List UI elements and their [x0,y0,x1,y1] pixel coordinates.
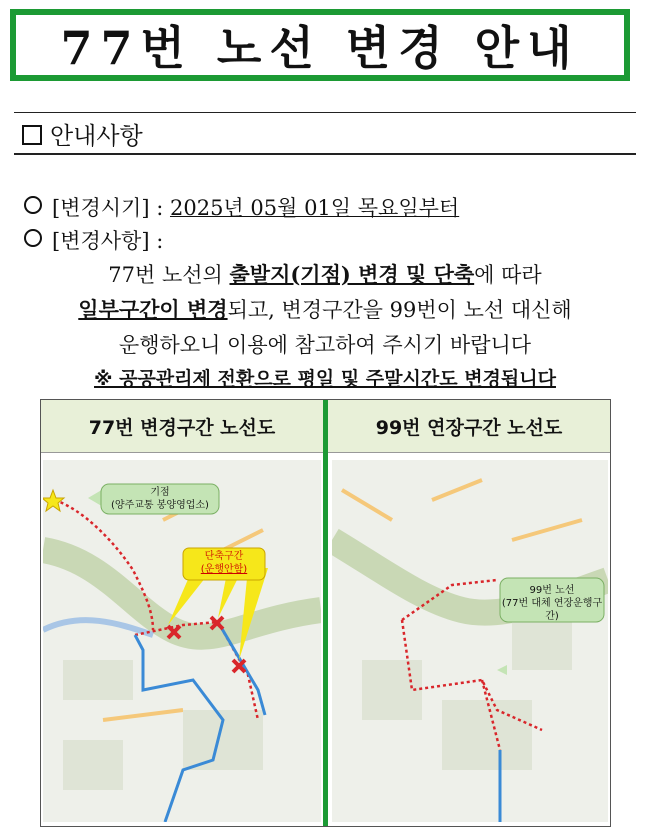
right-map-title: 99번 연장구간 노선도 [328,400,610,453]
extension-callout [500,584,604,623]
callout-text: 기점 [150,487,170,498]
body-emphasis: 출발지(기점) 변경 및 단축 [229,262,475,287]
map-divider [323,400,328,826]
notice-line [0,364,650,391]
callout-text: 99번 노선 [529,585,575,596]
body-text: 에 따라 [474,263,542,287]
shortened-section-callout [183,550,265,576]
body-text: 운행하오니 이용에 참고하여 주시기 바랍니다 [118,333,532,357]
body-line-1 [0,259,650,289]
body-text: 되고, 변경구간을 99번이 노선 대신해 [227,298,572,322]
change-detail-label: [변경사항] [52,229,150,253]
change-time-colon: : [156,196,164,220]
right-route-map [332,460,608,822]
page-title: 77번 노선 변경 안내 [60,21,580,75]
left-route-map [43,460,321,822]
section-rule-bottom [14,153,636,155]
change-detail-row [24,225,163,255]
left-map-title: 77번 변경구간 노선도 [41,400,323,453]
body-line-3 [0,329,650,359]
section-rule-top [14,112,636,113]
callout-text: (77번 대체 연장운행구간) [501,598,603,622]
callout-text: 단축구간 [204,551,244,562]
notice-text: ※ 공공관리제 전환으로 평일 및 주말시간도 변경됩니다 [94,368,556,390]
circle-bullet-icon [24,229,42,247]
section-heading [22,116,143,151]
body-text: 77번 노선의 [108,263,230,287]
section-heading-text: 안내사항 [50,122,143,150]
route-maps-panel [40,399,611,827]
checkbox-square-icon [22,125,42,145]
change-detail-colon: : [156,229,164,253]
callout-text: (양주교통 봉양영업소) [111,500,209,511]
body-line-2 [0,294,650,324]
change-time-label: [변경시기] [52,196,150,220]
callout-text: (운행안함) [200,564,248,575]
title-banner [10,9,630,81]
start-point-callout [101,486,219,512]
circle-bullet-icon [24,196,42,214]
body-emphasis: 일부구간이 변경 [78,297,228,322]
change-time-value: 2025년 05월 01일 목요일부터 [169,196,460,220]
change-time-row [24,192,459,222]
